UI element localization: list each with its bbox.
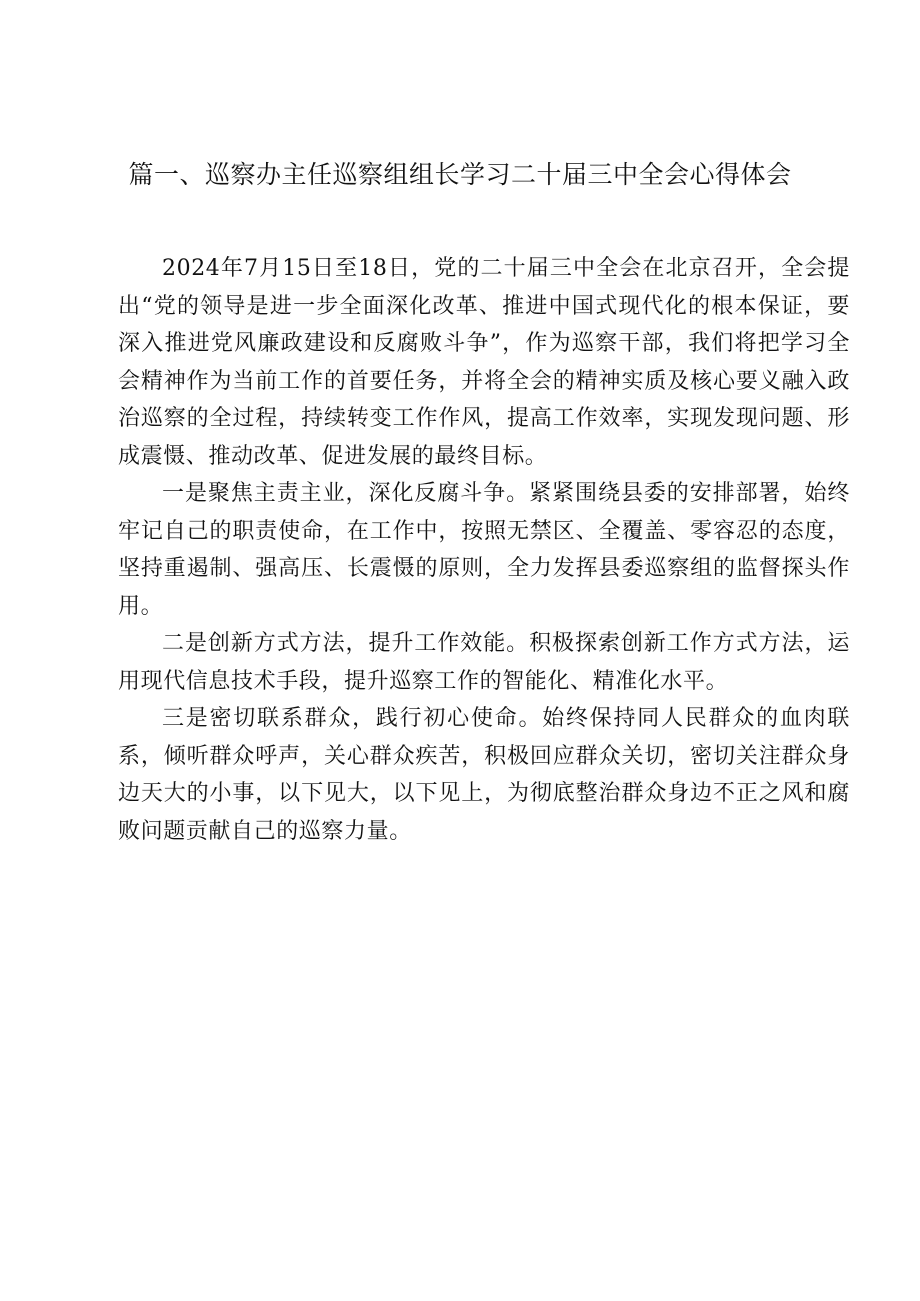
paragraph-point-one: 一是聚焦主责主业，深化反腐斗争。紧紧围绕县委的安排部署，始终牢记自己的职责使命，在工作中，按照无禁区、全覆盖、零容忍的态度，坚持重遏制、强高压、长震慑的原则，全力发挥县委巡察组的监督探头作用。 bbox=[118, 481, 850, 619]
paragraph-intro: 2024年7月15日至18日，党的二十届三中全会在北京召开，全会提出“党的领导是进一步全面深化改革、推进中国式现代化的根本保证，要深入推进党风廉政建设和反腐败斗争”，作为巡察干部，我们将把学习全会精神作为当前工作的首要任务，并将全会的精神实质及核心要义融入政治巡察的全过程，持续转变工作作风，提高工作效率，实现发现问题、形成震慑、推动改革、促进发展的最终目标。 bbox=[118, 256, 850, 469]
document-body bbox=[118, 250, 850, 850]
paragraph-point-three: 三是密切联系群众，践行初心使命。始终保持同人民群众的血肉联系，倾听群众呼声，关心群众疾苦，积极回应群众关切，密切关注群众身边天大的小事，以下见大，以下见上，为彻底整治群众身边不正之风和腐败问题贡献自己的巡察力量。 bbox=[118, 706, 850, 844]
document-title: 篇一、巡察办主任巡察组组长学习二十届三中全会心得体会 bbox=[128, 160, 792, 189]
paragraph-point-two: 二是创新方式方法，提升工作效能。积极探索创新工作方式方法，运用现代信息技术手段，提升巡察工作的智能化、精准化水平。 bbox=[118, 631, 850, 694]
